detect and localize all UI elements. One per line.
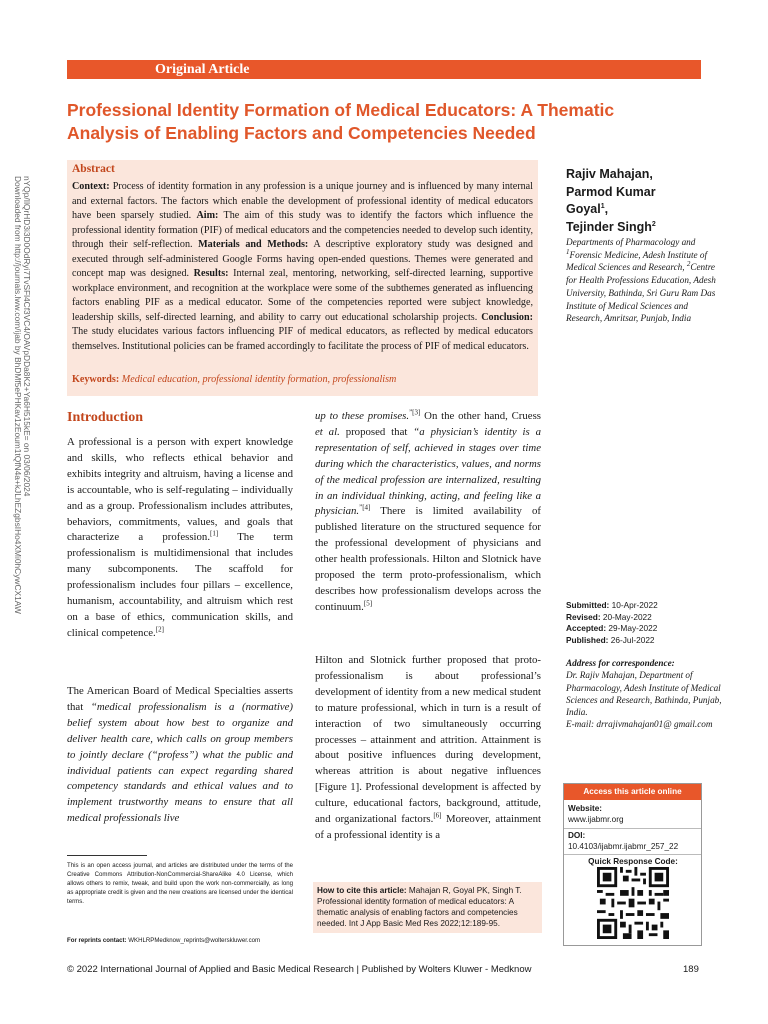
doi-label: DOI: bbox=[568, 831, 586, 840]
results-label: Results: bbox=[193, 268, 229, 279]
intro-paragraph-2: The American Board of Medical Specialties asserts that “medical professionalism is a (normative) belief system about how best to organize and deliver health care, which calls on group members to jointly declare (“profess”) what the public and individual patients can expect regarding shared competency standards and ethical values and to implement trustworthy means to ensure that all medical professionals live bbox=[67, 685, 293, 825]
website-link[interactable]: www.ijabmr.org bbox=[568, 815, 624, 824]
website-label: Website: bbox=[568, 804, 602, 813]
conclusion-text: The study elucidates various factors influencing PIF of medical educators, as reflected by medical educators themselves. Institutional policies can be framed accordingly to facilitate the process of PIF of medical educators. bbox=[72, 326, 533, 352]
article-type-banner bbox=[67, 60, 701, 79]
divider bbox=[564, 854, 701, 855]
introduction-heading: Introduction bbox=[67, 410, 143, 425]
results-text: Internal zeal, mentoring, networking, self-directed learning, supportive workplace environment, and recognition at the workplace were some of the subthemes generated as influencing factors enabling PIF as a medical educator. Some of the competencies reported were subject knowledge, leadership skills, self-directed learning, and ability to carry out educational scholarship projects. bbox=[72, 268, 533, 323]
publication-dates bbox=[566, 600, 716, 646]
accepted-date: Accepted: 29-May-2022 bbox=[566, 623, 658, 633]
correspondence-email[interactable]: E-mail: drrajivmahajan01@ gmail.com bbox=[566, 719, 713, 730]
download-note-line1: Downloaded from http://journals.lww.com/ijab by BhDMf5ePHKav1zEoum1tQfN4a+kJLhEZgbsIHo4XMi0hCywCX1AW bbox=[13, 176, 23, 614]
download-watermark bbox=[14, 176, 44, 980]
download-note-line2: nYQp/IlQrHD3i3D0OdRyi7TvSFl4Cf3VC4/OAVpDDa8K2+Ya6H515kE= on 03/06/2024 bbox=[22, 176, 32, 497]
article-type: Original Article bbox=[155, 62, 250, 77]
methods-label: Materials and Methods: bbox=[198, 239, 309, 250]
intro-paragraph-1: A professional is a person with expert knowledge and skills, who reflects ethical behavior and exhibits integrity and altruism, having a license and is accountable, who is self-regulating – individually and as a group. Professionalism includes attributes, behaviors, commitments, values, and goals that characterize a profession.[1] The term professionalism is multidimensional that includes many subcomponents. The scaffold for professionalism includes four pillars – excellence, humanism, accountability, and altruism which rest on a base of ethics, communication skills, and clinical competence.[2] bbox=[67, 436, 293, 639]
methods-text: A descriptive exploratory study was designed and executed through self-administered Google Forms having open-ended questions. Themes were generated and concept map was designed. bbox=[72, 239, 533, 279]
footer-copyright: © 2022 International Journal of Applied and Basic Medical Research | Published by Wolters Kluwer - Medknow bbox=[67, 964, 532, 975]
access-heading: Access this article online bbox=[564, 784, 701, 800]
keywords-label: Keywords: bbox=[72, 374, 120, 385]
submitted-date: Submitted: 10-Apr-2022 bbox=[566, 600, 658, 610]
article-title: Professional Identity Formation of Medical Educators: A Thematic Analysis of Enabling Factors and Competencies Needed bbox=[67, 100, 615, 143]
aim-label: Aim: bbox=[196, 210, 219, 221]
correspondence-label: Address for correspondence: bbox=[566, 658, 675, 668]
author-line-2: Parmod Kumar bbox=[566, 184, 656, 199]
abstract-heading: Abstract bbox=[72, 163, 115, 175]
aim-text: The aim of this study was to identify the factors which influence the professional identity formation (PIF) of medical educators and the competencies needed to develop such identity, through their self-reflection. bbox=[72, 210, 533, 250]
keywords bbox=[72, 374, 533, 385]
citation-box bbox=[313, 882, 542, 933]
correspondence bbox=[566, 657, 726, 731]
doi-link[interactable]: 10.4103/ijabmr.ijabmr_257_22 bbox=[568, 842, 679, 851]
author-list bbox=[566, 166, 716, 236]
citation-text: How to cite this article: Mahajan R, Goyal PK, Singh T. Professional identity formation of medical educators: A thematic analysis of enabling factors and competencies needed. Int J App Basic Med Res 2022;12:189-95. bbox=[317, 886, 522, 928]
affiliations: Departments of Pharmacology and $^1$Forensic Medicine, Adesh Institute of Medical Sciences and Research, $^2$Centre for Health Professions Education, Adesh University, Bathinda, Sri Guru Ram Das Institute of Medical Sciences and Research, Amritsar, Punjab, India bbox=[566, 237, 716, 324]
revised-date: Revised: 20-May-2022 bbox=[566, 611, 652, 622]
intro-paragraph-3: Hilton and Slotnick further proposed that proto-professionalism is about professional’s development of identity from a new medical student to mature professional, which in turn is a result of interaction of two simultaneously occurring processes – attainment and attrition. Attainment is about positive influences during development, whereas attrition is about negative influences [Figure 1]. Professional development is affected by culture, educational factors, background, attitude, and organizational factors.[6] Moreover, attainment of a professional identity is a bbox=[315, 654, 542, 841]
context-text: Process of identity formation in any profession is a unique journey and is influenced by many internal and external factors. The factors which enable the development of professional identity of medical educators have been sparsely studied. bbox=[72, 181, 533, 221]
qr-code-icon bbox=[597, 867, 669, 939]
reprints-contact: For reprints contact: WKHLRPMedknow_reprints@wolterskluwer.com bbox=[67, 937, 261, 944]
author-line-3: Goyal$^1$, bbox=[566, 202, 609, 216]
published-date: Published: 26-Jul-2022 bbox=[566, 634, 655, 645]
author-line-4: Tejinder Singh$^2$ bbox=[566, 219, 656, 234]
conclusion-label: Conclusion: bbox=[481, 311, 533, 323]
page-number: 189 bbox=[683, 964, 699, 975]
intro-paragraph-2-continued: up to these promises.$^{”[3]}$ On the other hand, Cruess et al. proposed that “a physician’s identity is a representation of self, achieved in stages over time during which the characteristics, values, and norms of the medical profession are internalized, resulting in an individual thinking, acting, and feeling like a physician.$^{”[4]}$ There is limited availability of published literature on the structured sequence for the professional development of physicians and other health professionals. Hilton and Slotnick have proposed the term proto-professionalism, which describes how professionalism develops across the continuum.[5] bbox=[315, 408, 542, 613]
correspondence-address: Dr. Rajiv Mahajan, Department of Pharmacology, Adesh Institute of Medical Sciences and Research, Bathinda, Punjab, India. bbox=[566, 670, 722, 718]
abstract-box bbox=[67, 160, 538, 396]
footnote-divider bbox=[67, 855, 147, 856]
license-note: This is an open access journal, and articles are distributed under the terms of the Creative Commons Attribution-NonCommercial-ShareAlike 4.0 License, which allows others to remix, tweak, and build upon the work non-commercially, as long as appropriate credit is given and the new creations are licensed under the identical terms. bbox=[67, 862, 293, 906]
keywords-text: Medical education, professional identity formation, professionalism bbox=[121, 374, 397, 385]
access-online-box bbox=[563, 783, 702, 946]
author-line-1: Rajiv Mahajan, bbox=[566, 167, 653, 181]
divider bbox=[564, 828, 701, 829]
qr-label: Quick Response Code: bbox=[588, 857, 678, 866]
abstract-body bbox=[72, 180, 533, 354]
context-label: Context: bbox=[72, 181, 110, 192]
